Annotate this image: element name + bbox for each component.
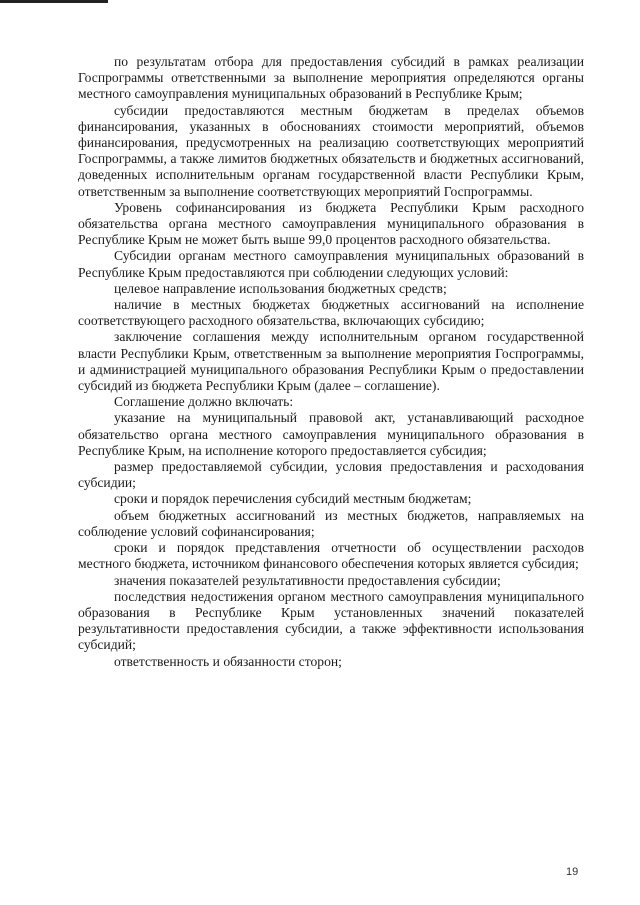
document-body [78, 54, 584, 670]
scan-edge-mark [0, 0, 108, 3]
paragraph: субсидии предоставляются местным бюджетам в пределах объемов финансирования, указанных в обоснованиях стоимости мероприятий, объемов финансирования, предусмотренных на реализацию соответствующих мероприятий Госпрограммы, а также лимитов бюджетных обязательств и бюджетных ассигнований, доведенных исполнительным органам государственной власти Республики Крым, ответственным за выполнение соответствующих мероприятий Госпрограммы. [78, 102, 584, 199]
paragraph: размер предоставляемой субсидии, условия предоставления и расходования субсидии; [78, 459, 584, 491]
paragraph: Уровень софинансирования из бюджета Республики Крым расходного обязательства органа местного самоуправления муниципального образования в Республике Крым не может быть выше 99,0 процентов расходного обязательства. [78, 199, 584, 248]
paragraph: сроки и порядок представления отчетности об осуществлении расходов местного бюджета, источником финансового обеспечения которых является субсидия; [78, 540, 584, 572]
paragraph: наличие в местных бюджетах бюджетных ассигнований на исполнение соответствующего расходного обязательства, включающих субсидию; [78, 297, 584, 329]
paragraph: ответственность и обязанности сторон; [114, 653, 342, 669]
paragraph: сроки и порядок перечисления субсидий местным бюджетам; [114, 491, 472, 507]
paragraph: Субсидии органам местного самоуправления муниципальных образований в Республике Крым предоставляются при соблюдении следующих условий: [78, 248, 584, 280]
paragraph: значения показателей результативности предоставления субсидии; [114, 572, 501, 588]
paragraph: указание на муниципальный правовой акт, устанавливающий расходное обязательство органа местного самоуправления муниципального образования в Республике Крым, на исполнение которого предоставляется субсидия; [78, 410, 584, 458]
paragraph: Соглашение должно включать: [114, 394, 294, 410]
paragraph: по результатам отбора для предоставления субсидий в рамках реализации Госпрограммы ответственными за выполнение мероприятия определяются органы местного самоуправления муниципальных образований в Республике Крым; [78, 54, 584, 102]
page-number: 19 [566, 866, 579, 878]
paragraph: объем бюджетных ассигнований из местных бюджетов, направляемых на соблюдение условий софинансирования; [78, 507, 584, 539]
paragraph: последствия недостижения органом местного самоуправления муниципального образования в Республике Крым установленных значений показателей результативности предоставления субсидии, а также эффективности использования субсидий; [78, 588, 584, 653]
paragraph: целевое направление использования бюджетных средств; [114, 280, 447, 296]
paragraph: заключение соглашения между исполнительным органом государственной власти Республики Крым, ответственным за выполнение мероприятия Госпрограммы, и администрацией муниципального образования Республики Крым о предоставлении субсидий из бюджета Республики Крым (далее – соглашение). [78, 329, 584, 394]
